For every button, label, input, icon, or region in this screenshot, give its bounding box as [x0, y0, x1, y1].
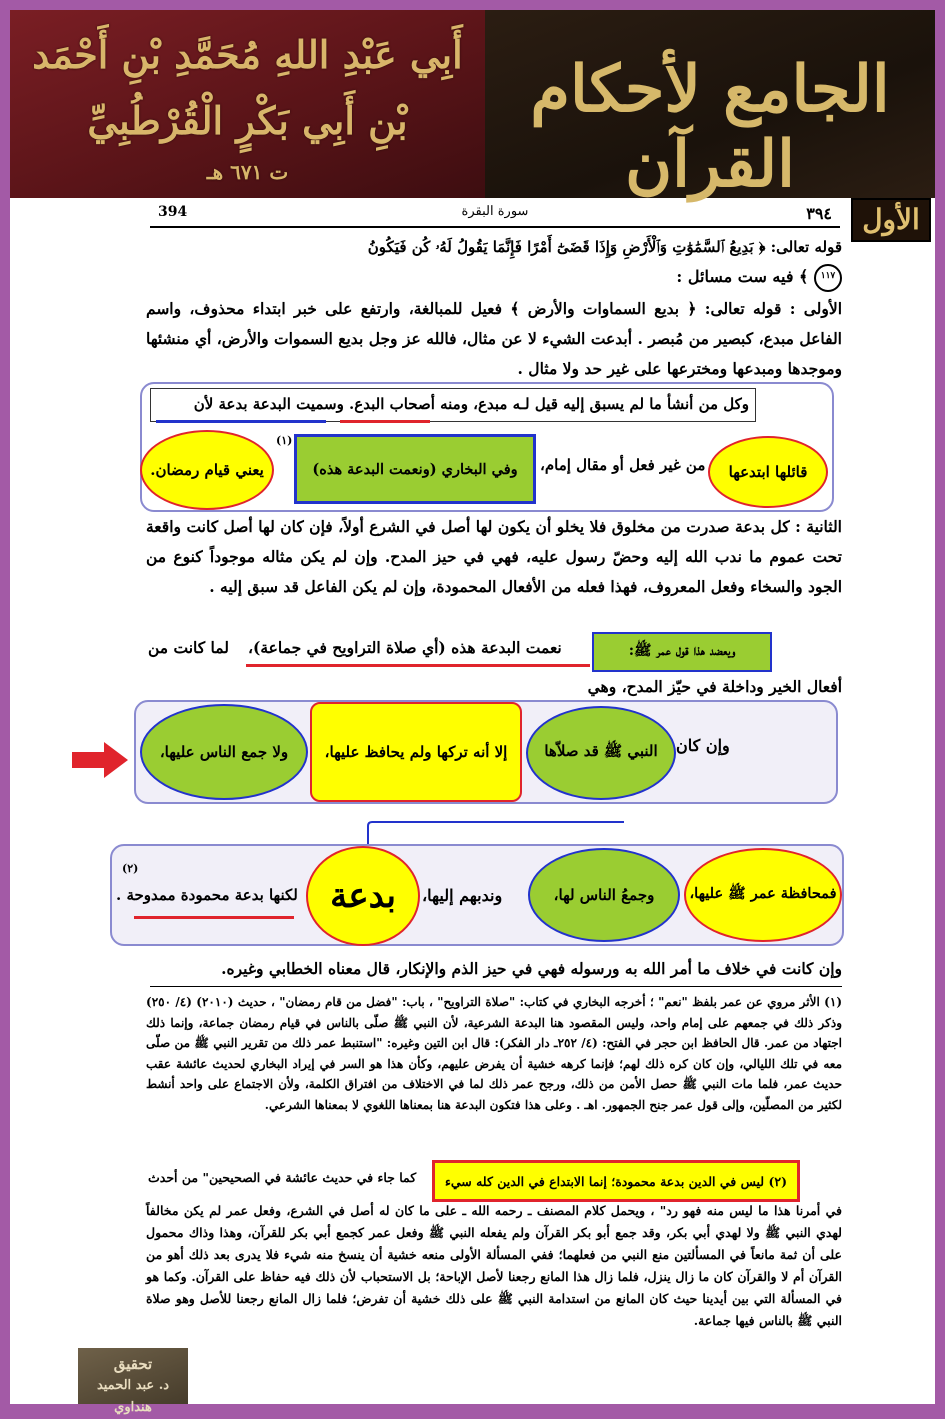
- underline-bida-naming: [156, 420, 326, 423]
- omar-underlined-quote: نعمت البدعة هذه (أي صلاة التراويح في جماعة)،: [248, 638, 562, 657]
- oval-qiyam-ramadan: يعني قيام رمضان.: [140, 430, 274, 510]
- box2-plain-text: وإن كان: [676, 736, 730, 755]
- page-number-arabic: ٣٩٤: [806, 204, 832, 223]
- paragraph-second-issue: الثانية : كل بدعة صدرت من مخلوق فلا يخلو أن يكون لها أصل في الشرع أولاً، فإن كان لها أصل كانت واقعة تحت عموم ما ندب الله إليه وحضّ رسول عليه، فهي في حيز المدح. وإن لم يكن مثاله موجوداً كنوع من الجود والسخاء وفعل المعروف، فهذا فعله من الأفعال المحمودة، وإن لم يكن الفاعل قد سبق إليه .: [146, 517, 842, 596]
- rect-footnote-2-highlight: (٢) ليس في الدين بدعة محمودة؛ إنما الابتداع في الدين كله سيء: [432, 1160, 800, 1202]
- footnote-2-line-end: كما جاء في حديث عائشة في الصحيحين" من أحدث: [148, 1170, 417, 1185]
- author-panel: [10, 10, 485, 198]
- surah-name: سورة البقرة: [461, 204, 529, 219]
- page-number-latin: 394: [158, 204, 188, 220]
- rect-bukhari-quote: وفي البخاري (ونعمت البدعة هذه): [294, 434, 536, 504]
- verse-issues-count: ﴾ فيه ست مسائل :: [676, 267, 809, 286]
- verse-line-1: قوله تعالى: ﴿ بَدِيعُ ٱلسَّمَٰوَٰتِ وَٱلْأَرْضِ وَإِذَا قَضَىٰٓ أَمْرًا فَإِنَّمَا يَقُولُ لَهُۥ كُن فَيَكُونُ: [367, 238, 842, 256]
- footnote-marker-2: (٢): [122, 862, 139, 875]
- title-banner: [10, 10, 935, 202]
- paragraph-first-issue: الأولى : قوله تعالى: ﴿ بديع السماوات والأرض ﴾ فعيل للمبالغة، وارتفع على خبر ابتداء محذوف، واسم الفاعل مبدع، كبصير من مُبصر . أبدعت الشيء لا عن مثال، فالله عز وجل بديع السموات والأرض، أي منشئها وموجدها ومبدعها ومخترعها على غير حد ولا مثال .: [146, 299, 842, 378]
- author-death-date: ت ٦٧١ هـ: [206, 160, 289, 184]
- page-header: [150, 202, 840, 228]
- footnote-2-body: في أمرنا هذا ما ليس منه فهو رد" ، ويحمل كلام المصنف ـ رحمه الله ـ على ما كان له أصل في الشرع، وفعل عمر لم يكن مخالفاً لهدي النبي ﷺ ولا لهدي أبي بكر، وقد جمع أبو بكر القرآن ولم يفعله النبي ﷺ وفعل عمر كجمع أبي بكر للقرآن، وهذا وذاك محمول على أن ثمة مانعاً في المسألتين منع النبي من فعلهما؛ ففي المسألة الأولى منعه خشية أن ينسخ منه شيء فلا يدرى بعد ذلك أهو من القرآن أم لا والقرآن كان ما زال ينزل، فلما زال هذا المانع رجعنا لأصل الإباحة؛ بل الاستحباب لأن ذلك فيه حفاظ على القرآن. وكما هو في المسألة التي بين أيدينا حيث كان المانع من استدامة النبي ﷺ على ذلك خشية أن تفرض؛ فلما زال المانع رجعنا للأصل وهو صلاة النبي ﷺ بالناس فيها جماعة.: [146, 1203, 842, 1328]
- box3-tail-text: لكنها بدعة محمودة ممدوحة .: [116, 886, 298, 904]
- book-title-panel: [485, 10, 935, 202]
- box1-line: وكل من أنشأ ما لم يسبق إليه قيل لـه مبدع، ومنه أصحاب البدع. وسميت البدعة بدعة لأن: [150, 388, 756, 422]
- omar-line-2: أفعال الخير وداخلة في حيّز المدح، وهي: [587, 677, 842, 696]
- stamp-label: تحقيق: [113, 1355, 153, 1373]
- oval-gathering-people: وجمعُ الناس لها،: [528, 848, 680, 942]
- oval-prophet-prayed: النبي ﷺ قد صلاّها: [526, 706, 676, 800]
- oval-omar-maintained: فمحافظة عمر ﷺ عليها،: [684, 848, 842, 942]
- red-arrow-icon: [72, 742, 128, 778]
- stamp-editor-name: د. عبد الحميد هنداوي: [96, 1378, 170, 1415]
- author-line-2: بْنِ أَبِي بَكْرٍ الْقُرْطُبِيِّ: [87, 98, 408, 143]
- underline-omar-quote: [246, 664, 590, 667]
- verse-line-2: [410, 262, 842, 292]
- omar-line-end: لما كانت من: [148, 638, 229, 657]
- underline-ashab-albida: [340, 420, 430, 423]
- box3-plain-text: وندبهم إليها،: [422, 886, 503, 905]
- verse-end-ornament: ١١٧: [814, 264, 842, 292]
- footnote-divider: [150, 986, 842, 987]
- oval-qailuha-ibtadaaha: قائلها ابتدعها: [708, 436, 828, 508]
- underline-mahmuda: [134, 916, 294, 919]
- author-line-1: أَبِي عَبْدِ اللهِ مُحَمَّدِ بْنِ أَحْمَد: [32, 32, 463, 77]
- book-title: الجامع لأحكام القرآن: [530, 52, 890, 202]
- oval-bidah-big: بدعة: [306, 846, 420, 946]
- volume-badge: الأول: [851, 198, 931, 242]
- page: [10, 10, 935, 1415]
- footnote-marker-1: (١): [276, 434, 293, 447]
- editor-stamp: [78, 1348, 188, 1415]
- paragraph-third: وإن كانت في خلاف ما أمر الله به ورسوله فهي في حيز الذم والإنكار، قال معناه الخطابي وغيره.: [221, 959, 842, 978]
- box1-plain-text: من غير فعل أو مقال إمام،: [540, 456, 706, 474]
- rect-omar-quote: ويعضد هذا قول عمر ﷺ:: [592, 632, 772, 672]
- oval-no-gathering: ولا جمع الناس عليها،: [140, 704, 308, 800]
- rect-left-it: إلا أنه تركها ولم يحافظ عليها،: [310, 702, 522, 802]
- footnote-1: (١) الأثر مروي عن عمر بلفظ "نعم" ؛ أخرجه البخاري في كتاب: "صلاة التراويح" ، باب: "فضل من قام رمضان" ، حديث (٢٠١٠) (٤/ ٢٥٠) وذكر ذلك في جمعهم على إمام واحد، وليس المقصود هنا البدعة الشرعية، لأن النبي ﷺ صلّى بالناس في قيام رمضان جماعة، وإنما ذلك اجتهاد من عمر. قال الحافظ ابن حجر في الفتح: (٤/ ٢٥٢ـ دار الفكر): قال ابن التين وغيره: "استنبط عمر ذلك من تقرير النبي ﷺ من صلّى معه في تلك الليالي، وإن كان كره ذلك لهم؛ فإنما كرهه خشية أن يفرض عليهم، وكأن هذا هو السر في إيراد البخاري لحديث عائشة عقب حديث عمر، فلما مات النبي ﷺ حصل الأمن من ذلك، ورجح عمر ذلك لما في الاختلاف من افتراق الكلمة، ولأن الاجتماع على واحد أنشط لكثير من المصلّين، وإلى قول عمر جنح الجمهور. اهـ . وعلى هذا فتكون البدعة هنا بمعناها اللغوي لا بمعناها الشرعي.: [146, 995, 843, 1112]
